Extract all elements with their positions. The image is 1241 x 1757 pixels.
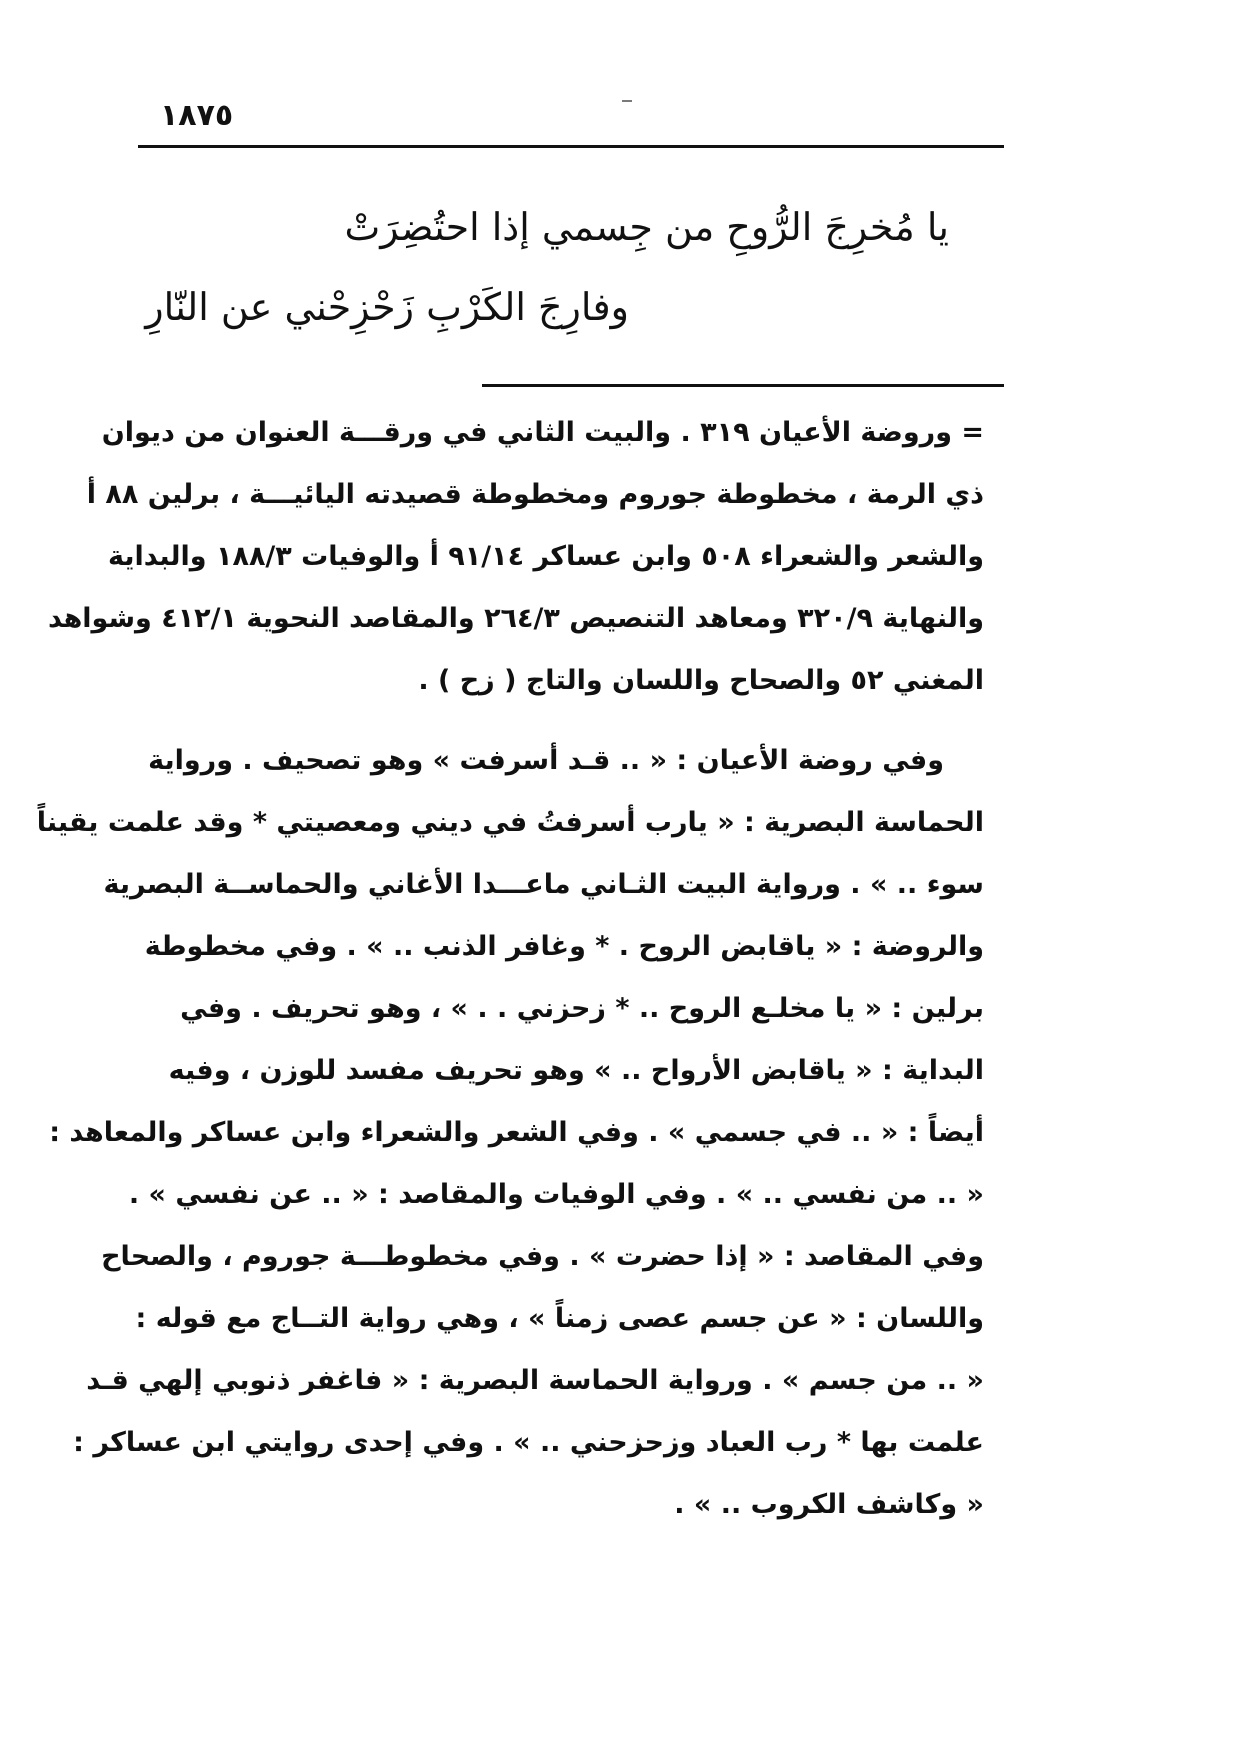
footnote-1-line: والنهاية ٣٢٠/٩ ومعاهد التنصيص ٢٦٤/٣ والمقاصد النحوية ٤١٢/١ وشواهد [47,603,984,634]
footnote-2-line: وفي المقاصد : « إذا حضرت » . وفي مخطوطـــة جوروم ، والصحاح [101,1241,984,1272]
scan-mark [622,100,632,102]
footnote-2-line: برلين : « يا مخلـع الروح .. * زحزني . . » ، وهو تحريف . وفي [180,993,984,1024]
footnote-1-line: المغني ٥٢ والصحاح واللسان والتاج ( زح ) . [418,665,984,696]
footnote-rule [482,384,1004,387]
footnote-2-line: البداية : « ياقابض الأرواح .. » وهو تحريف مفسد للوزن ، وفيه [168,1055,984,1086]
footnote-2-line: علمت بها * رب العباد وزحزحني .. » . وفي إحدى روايتي ابن عساكر : [73,1427,984,1458]
footnote-1-line: = وروضة الأعيان ٣١٩ . والبيت الثاني في ورقـــة العنوان من ديوان [101,417,984,448]
footnote-2-line: « وكاشف الكروب .. » . [674,1489,984,1520]
footnote-2 [36,730,984,1536]
header-rule [138,145,1004,148]
footnote-2-line: والروضة : « ياقابض الروح . * وغافر الذنب .. » . وفي مخطوطة [144,931,984,962]
footnote-1 [47,402,984,712]
footnote-2-line: « .. من نفسي .. » . وفي الوفيات والمقاصد : « .. عن نفسي » . [128,1179,984,1210]
footnote-2-line: الحماسة البصرية : « يارب أسرفتُ في ديني ومعصيتي * وقد علمت يقيناً [36,807,984,838]
footnote-2-line: أيضاً : « .. في جسمي » . وفي الشعر والشعراء وابن عساكر والمعاهد : [49,1117,984,1148]
footnote-2-line: وفي روضة الأعيان : « .. قـد أسرفت » وهو تصحيف . ورواية [148,745,944,776]
poem-verse-2: وفارِجَ الكَرْبِ زَحْزِحْني عن النّارِ [145,285,629,329]
footnote-2-line: واللسان : « عن جسم عصى زمناً » ، وهي رواية التــاج مع قوله : [135,1303,984,1334]
footnote-1-line: ذي الرمة ، مخطوطة جوروم ومخطوطة قصيدته اليائيـــة ، برلين ٨٨ أ [86,479,984,510]
poem-verse-1: يا مُخرِجَ الرُّوحِ من جِسمي إذا احتُضِرَتْ [344,205,949,249]
footnote-2-line: « .. من جسم » . ورواية الحماسة البصرية : « فاغفر ذنوبي إلهي قـد [86,1365,984,1396]
footnote-1-line: والشعر والشعراء ٥٠٨ وابن عساكر ٩١/١٤ أ والوفيات ١٨٨/٣ والبداية [108,541,984,572]
footnote-2-line: سوء .. » . ورواية البيت الثـاني ماعـــدا الأغاني والحماســة البصرية [103,869,984,900]
page-number: ١٨٧٥ [160,98,234,133]
